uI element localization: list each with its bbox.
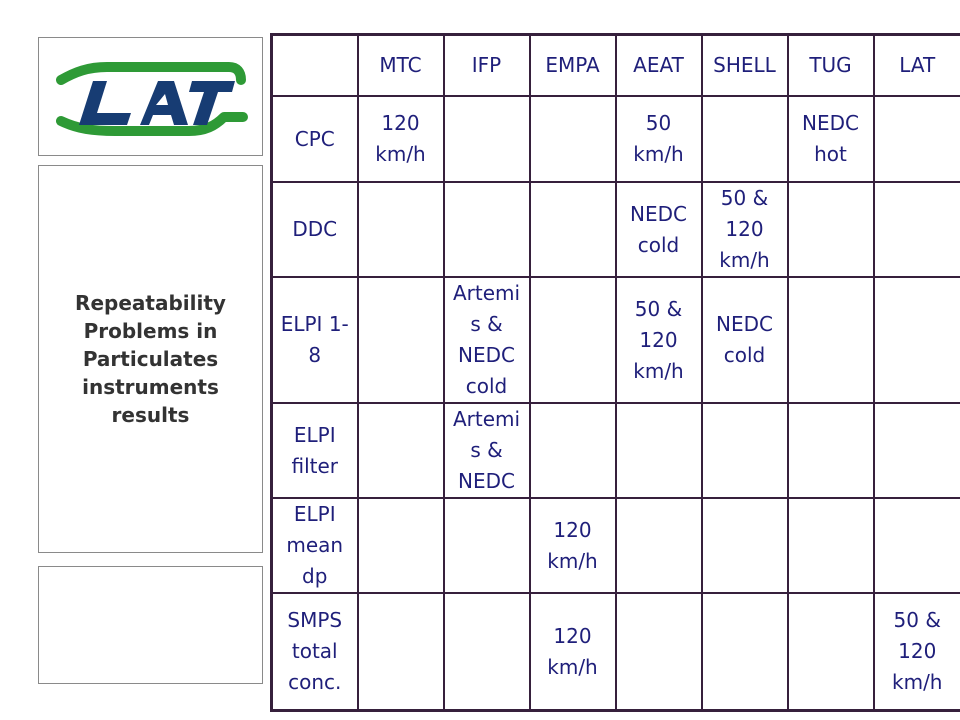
cell-elpi-1-8-shell: NEDC cold [702, 277, 788, 403]
cell-elpi-1-8-lat [874, 277, 960, 403]
header-corner [272, 35, 358, 97]
header-aeat: AEAT [616, 35, 702, 97]
cell-elpi-1-8-tug [788, 277, 874, 403]
cell-elpi-1-8-empa [530, 277, 616, 403]
cell-elpi-mean-dp-empa: 120 km/h [530, 498, 616, 593]
cell-elpi-filter-ifp: Artemi s & NEDC [444, 403, 530, 498]
cell-ddc-mtc [358, 182, 444, 277]
page-title: Repeatability Problems in Particulates instruments results [75, 291, 226, 427]
cell-elpi-filter-shell [702, 403, 788, 498]
cell-ddc-shell: 50 & 120 km/h [702, 182, 788, 277]
cell-ddc-tug [788, 182, 874, 277]
cell-elpi-filter-aeat [616, 403, 702, 498]
cell-smps-total-conc-tug [788, 593, 874, 711]
table-row-elpi-1-8 [272, 277, 960, 403]
header-mtc: MTC [358, 35, 444, 97]
cell-cpc-shell [702, 96, 788, 182]
header-empa: EMPA [530, 35, 616, 97]
cell-elpi-filter-tug [788, 403, 874, 498]
header-shell: SHELL [702, 35, 788, 97]
cell-elpi-1-8-aeat: 50 & 120 km/h [616, 277, 702, 403]
cell-elpi-mean-dp-mtc [358, 498, 444, 593]
cell-smps-total-conc-empa: 120 km/h [530, 593, 616, 711]
cell-cpc-ifp [444, 96, 530, 182]
cell-elpi-mean-dp-shell [702, 498, 788, 593]
lat-logo [53, 47, 249, 146]
title-panel [38, 165, 263, 553]
row-label-smps-total-conc: SMPS total conc. [272, 593, 358, 711]
results-table [270, 33, 960, 712]
header-ifp: IFP [444, 35, 530, 97]
row-label-elpi-mean-dp: ELPI mean dp [272, 498, 358, 593]
header-tug: TUG [788, 35, 874, 97]
cell-cpc-mtc: 120 km/h [358, 96, 444, 182]
cell-elpi-mean-dp-tug [788, 498, 874, 593]
cell-elpi-1-8-ifp: Artemi s & NEDC cold [444, 277, 530, 403]
cell-elpi-1-8-mtc [358, 277, 444, 403]
cell-cpc-empa [530, 96, 616, 182]
cell-elpi-filter-empa [530, 403, 616, 498]
logo-panel [38, 37, 263, 156]
cell-elpi-mean-dp-ifp [444, 498, 530, 593]
cell-elpi-mean-dp-aeat [616, 498, 702, 593]
cell-ddc-empa [530, 182, 616, 277]
header-lat: LAT [874, 35, 960, 97]
cell-smps-total-conc-shell [702, 593, 788, 711]
cell-ddc-ifp [444, 182, 530, 277]
cell-ddc-aeat: NEDC cold [616, 182, 702, 277]
table-header-row [272, 35, 960, 97]
empty-panel [38, 566, 263, 684]
table-row-elpi-filter [272, 403, 960, 498]
cell-cpc-aeat: 50 km/h [616, 96, 702, 182]
cell-cpc-tug: NEDC hot [788, 96, 874, 182]
row-label-ddc: DDC [272, 182, 358, 277]
cell-smps-total-conc-aeat [616, 593, 702, 711]
row-label-elpi-1-8: ELPI 1- 8 [272, 277, 358, 403]
table-row-ddc [272, 182, 960, 277]
cell-smps-total-conc-mtc [358, 593, 444, 711]
cell-ddc-lat [874, 182, 960, 277]
cell-elpi-filter-mtc [358, 403, 444, 498]
cell-elpi-filter-lat [874, 403, 960, 498]
table-row-smps-total-conc [272, 593, 960, 711]
cell-cpc-lat [874, 96, 960, 182]
cell-elpi-mean-dp-lat [874, 498, 960, 593]
row-label-cpc: CPC [272, 96, 358, 182]
cell-smps-total-conc-lat: 50 & 120 km/h [874, 593, 960, 711]
table-row-elpi-mean-dp [272, 498, 960, 593]
results-table-wrapper [270, 33, 960, 694]
row-label-elpi-filter: ELPI filter [272, 403, 358, 498]
cell-smps-total-conc-ifp [444, 593, 530, 711]
table-row-cpc [272, 96, 960, 182]
